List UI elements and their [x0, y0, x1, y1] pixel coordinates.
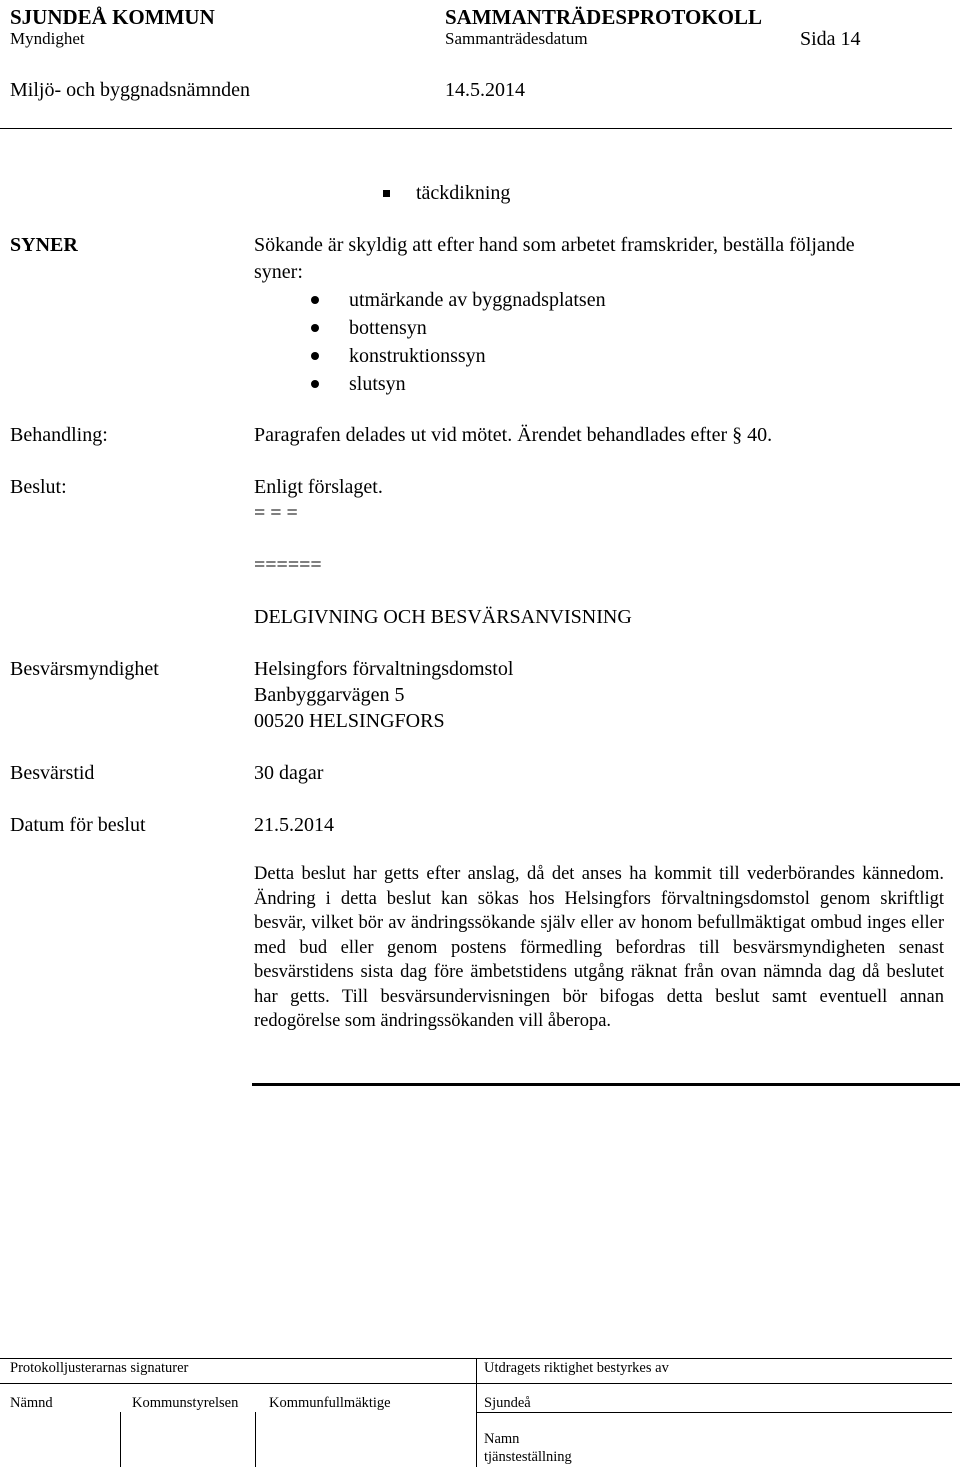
beslut-text: Enligt förslaget. — [254, 476, 383, 498]
header-divider — [0, 128, 952, 129]
footer-col-board: Nämnd — [10, 1395, 53, 1411]
appeal-time-value: 30 dagar — [254, 762, 324, 784]
section-reference: 40. — [747, 424, 773, 446]
section-label-syner: SYNER — [10, 234, 78, 256]
municipality-name: SJUNDEÅ KOMMUN — [10, 5, 215, 29]
footer-sig-divider — [476, 1412, 952, 1413]
meeting-date-label: Sammanträdesdatum — [445, 29, 588, 48]
footer-col-divider — [255, 1412, 256, 1467]
document-type: SAMMANTRÄDESPROTOKOLL — [445, 5, 762, 29]
footer-name-label: Namn — [484, 1431, 520, 1447]
list-item: konstruktionssyn — [349, 342, 606, 370]
square-bullet-icon — [383, 190, 390, 197]
appeal-authority-name: Helsingfors förvaltningsdomstol — [254, 658, 514, 680]
appeal-authority-street: Banbyggarvägen 5 — [254, 684, 405, 706]
signatures-label: Protokolljusterarnas signaturer — [10, 1360, 189, 1376]
bullet-icon — [311, 380, 319, 388]
decision-date-label: Datum för beslut — [10, 814, 146, 836]
footer-position-label: tjänsteställning — [484, 1449, 572, 1465]
footer-center-border — [476, 1358, 477, 1467]
decision-date: 21.5.2014 — [254, 814, 334, 836]
bullet-item-text: täckdikning — [416, 182, 511, 204]
beslut-label: Beslut: — [10, 476, 67, 498]
inspection-list — [349, 286, 606, 398]
footer-place: Sjundeå — [484, 1395, 531, 1411]
section-sign: § — [732, 424, 743, 446]
appeal-authority-city: 00520 HELSINGFORS — [254, 710, 445, 732]
authority-label: Myndighet — [10, 29, 85, 48]
appeal-instructions: Detta beslut har getts efter anslag, då det anses ha kommit till vederbörandes kännedom. Ändring i detta beslut kan sökas hos Helsingfors förvaltningsdomstol genom skriftligt besvär, vilket bör av ändringssökande själv eller av honom befullmäktigat ombud inges eller med bud eller genom postens förmedling befordras till besvärsmyndigheten senast besvärstidens sista dag före ämbetstidens utgång räknat från ovan nämnda dag då beslutet har getts. Till besvärsundervisningen bör bifogas detta beslut samt eventuell annan redogörelse som ändringssökanden vill åberopa. — [254, 864, 944, 1031]
syner-intro-line2: syner: — [254, 261, 303, 283]
syner-intro-line1: Sökande är skyldig att efter hand som arbetet framskrider, beställa följande — [254, 234, 855, 256]
bullet-icon — [311, 296, 319, 304]
page-number: Sida 14 — [800, 28, 861, 50]
meeting-date: 14.5.2014 — [445, 79, 525, 101]
section-divider — [252, 1083, 960, 1086]
authority-name: Miljö- och byggnadsnämnden — [10, 79, 250, 101]
extract-certified-label: Utdragets riktighet bestyrkes av — [484, 1360, 669, 1376]
appeal-authority-label: Besvärsmyndighet — [10, 658, 159, 680]
separator-short: = = = — [254, 502, 298, 524]
bullet-icon — [311, 352, 319, 360]
list-item: slutsyn — [349, 370, 606, 398]
behandling-label: Behandling: — [10, 424, 108, 446]
appeal-title: DELGIVNING OCH BESVÄRSANVISNING — [254, 606, 632, 628]
footer-col-divider — [120, 1412, 121, 1467]
footer-col-council: Kommunfullmäktige — [269, 1395, 391, 1411]
appeal-time-label: Besvärstid — [10, 762, 95, 784]
list-item: bottensyn — [349, 314, 606, 342]
list-item: utmärkande av byggnadsplatsen — [349, 286, 606, 314]
behandling-text: Paragrafen delades ut vid mötet. Ärendet behandlades efter § 40. — [254, 424, 773, 446]
footer-col-municipal-board: Kommunstyrelsen — [132, 1395, 239, 1411]
bullet-icon — [311, 324, 319, 332]
separator-long: ====== — [254, 554, 322, 576]
